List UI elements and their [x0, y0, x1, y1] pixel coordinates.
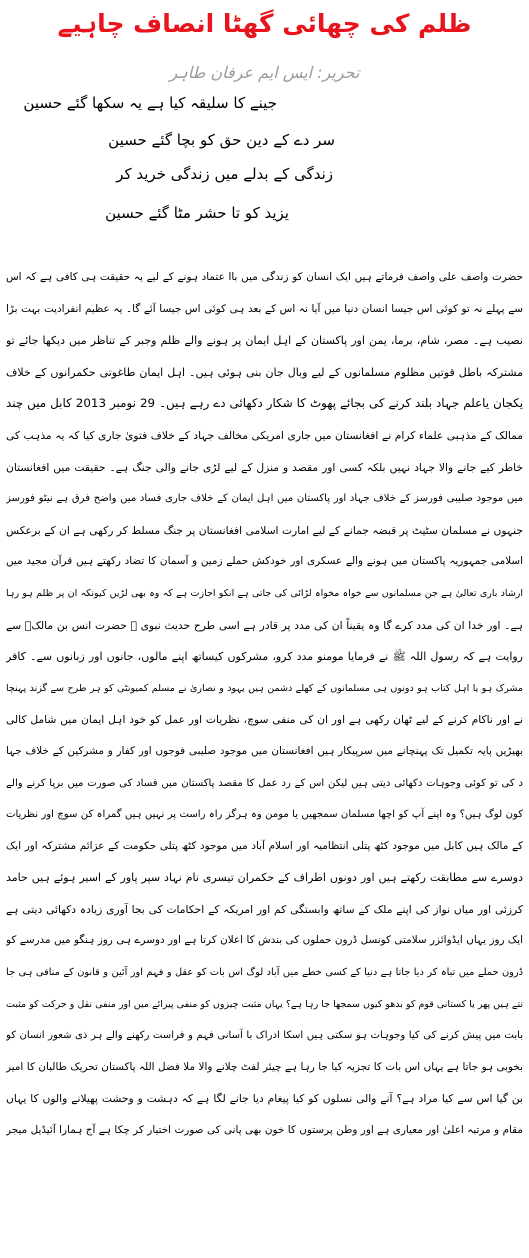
body-line — [6, 1178, 523, 1210]
body-line: یکجان یاعلم جہاد بلند کرنے کی بجائے پھوٹ کا شکار دکھائی دے رہے ہیں۔ 29 نومبر 2013 کابل میں چند — [6, 396, 523, 411]
body-line: نتے ہیں پھر یا کستانی قوم کو بدھو کیوں سمجھا جا رہا ہے؟ یہاں مثبت چیزوں کو منفی پیرائے میں اور منفی نقل و حرکت کو مثبت — [6, 998, 523, 1010]
body-line: ڈرون حملے میں تباہ کر دیا جاتا ہے دنیا کے کسی خطے میں آباد لوگ اس بات کو عقل و فہم اور آئین و قانون کے منافی ہی جا — [6, 967, 523, 979]
body-line: بابت میں پیش کرنے کی کیا وجوہات ہو سکتی ہیں اسکا ادراک با آسانی فہم و فراست رکھنے والے ہر ذی شعور انسان کو — [6, 1030, 523, 1042]
poem-line: سر دے کے دین حق کو بچا گئے حسین — [108, 131, 335, 149]
body-line — [6, 1147, 523, 1179]
body-line: خاطر کیے جانے والا جہاد نہیں بلکہ کسی اور مقصد و منزل کے لیے لڑی جانے والی جنگ ہے۔ حقیقت میں افغانستان — [6, 460, 523, 474]
body-line: مشرک ہو یا اہل کتاب ہو دونوں ہی مسلمانوں کے کھلے دشمن ہیں یہود و نصاریٰ نے مسلم کمیونٹی کو ہر طرح سے گزند پہنچا — [6, 682, 523, 694]
body-line: سے پہلے نہ تو کوئی اس جیسا انسان دنیا میں آیا نہ اس کے بعد ہی کوئی اس جیسا آئے گا۔ یہ عظیم انفرادیت بہت بڑا — [6, 302, 523, 315]
article-body — [6, 262, 523, 1210]
body-line: جنہوں نے مسلمان سٹیٹ پر قبضہ جمانے کے لیے امارت اسلامی افغانستان پر جنگ مسلط کر رکھی ہے ان کے برعکس — [6, 523, 523, 537]
body-line: روایت ہے کہ رسول اللہ ﷺ نے فرمایا مومنو مدد کرو، مشرکوں کیساتھ اپنے مالوں، جانوں اور زبانوں سے۔ کافر — [6, 650, 523, 664]
body-line: ہے۔ اور خدا ان کی مدد کرے گا وہ یقیناً ان کی مدد پر قادر ہے اسی طرح حدیث نبوی ﷺ حضرت انس بن مالکؓ سے — [6, 618, 523, 632]
body-line: کون لوگ ہیں؟ وہ اپنے آپ کو اچھا مسلمان سمجھیں یا مومن وہ ہرگز راہ راست پر نہیں ہیں گمراہ کن سوچ اور نظریات — [6, 809, 523, 821]
body-line: بخوبی ہو جاتا ہے یہاں اس بات کا تجزیہ کیا جا رہا ہے چیئر لفٹ چلانے والا ملا فضل اللہ پاکستان تحریک طالبان کا امیر — [6, 1060, 523, 1073]
body-line: نصیب ہے۔ مصر، شام، برما، یمن اور پاکستان کے اہل ایمان پر ہونے والے ظلم وجبر کے تناظر میں دیکھا جائے تو — [6, 334, 523, 348]
body-line: کے مالک ہیں کابل میں موجود کٹھ پتلی انتظامیہ اور اسلام آباد میں موجود کٹھ پتلی حکومت کے عزائم مشترکہ اور ایک — [6, 839, 523, 852]
body-line: ایک روز یہاں ایڈوائزر سلامتی کونسل ڈرون حملوں کی بندش کا اعلان کرتا ہے اور دوسرے ہی روز ہنگو میں مدرسے کو — [6, 934, 523, 947]
body-line: مقام و مرتبہ اعلیٰ اور معیاری ہے اور وطن پرستوں کا خون بھی پانی کی صورت اختیار کر چکا ہے آج ہمارا آئیڈیل میجر — [6, 1124, 523, 1137]
poem-line: یزید کو تا حشر مٹا گئے حسین — [105, 204, 289, 222]
body-line: ممالک کے مذہبی علماء کرام نے افغانستان میں جاری امریکی مخالف جہاد کے خلاف فتویٰ جاری کیا کہ یہ مذہب کی — [6, 428, 523, 442]
body-line: ارشاد باری تعالیٰ ہے جن مسلمانوں سے خواہ مخواہ لڑائی کی جاتی ہے انکو اجازت ہے کہ وہ بھی لڑیں کیونکہ ان پر ظلم ہو رہا — [6, 587, 523, 599]
body-line: بھیڑیں پایہ تکمیل تک پہنچانے میں سرپیکار ہیں افغانستان میں موجود صلیبی فوجوں اور کفار و مشرکین کے خلاف جہا — [6, 744, 523, 757]
body-line: د کی تو کوئی وجوہات دکھائی دیتی ہیں لیکن اس کے رد عمل کا مقصد پاکستان میں فساد کی صورت میں برپا کرنے والے — [6, 777, 523, 789]
body-line: میں موجود صلیبی فورسز کے خلاف جہاد اور پاکستان میں اہل ایمان کے خلاف جاری فساد میں واضح فرق ہے نیٹو فورسز — [6, 493, 523, 505]
article-byline: تحریر: ایس ایم عرفان طاہر — [169, 63, 360, 82]
body-line: مشترکہ باطل قوتیں مظلوم مسلمانوں کے لیے وبال جان بنی ہوئی ہیں۔ اہل ایمان طاغوتی حکمرانوں کے خلاف — [6, 365, 523, 379]
body-line: کرزئی اور میاں نواز کی اپنے ملک کے ساتھ وابستگی کم اور امریکہ کے احکامات کی بجا آوری زیادہ دکھائی دیتی ہے — [6, 902, 523, 916]
poem-line: جینے کا سلیقہ کیا ہے یہ سکھا گئے حسین — [23, 94, 277, 112]
body-line: بن گیا اس سے کیا مراد ہے؟ آنے والی نسلوں کو کیا پیغام دیا جانے لگا ہے کہ دہشت و وحشت پھیلانے والوں کا یہاں — [6, 1092, 523, 1106]
article-title: ظلم کی چھائی گھٹا انصاف چاہیے — [57, 9, 472, 38]
body-line: حضرت واصف علی واصف فرماتے ہیں ایک انسان کو زندگی میں باا عتماد ہونے کے لیے یہ حقیقت ہی کافی ہے کہ اس — [6, 271, 523, 283]
body-line: اسلامی جمہوریہ پاکستان میں ہونے والے عسکری اور خودکش حملے زمین و آسمان کا تضاد رکھتے ہیں قرآن مجید میں — [6, 555, 523, 568]
body-line: نے اور ناکام کرنے کے لیے ٹھان رکھی ہے اور ان کی منفی سوچ، نظریات اور عمل کو خود اہل ایمان میں شامل کالی — [6, 713, 523, 727]
poem-line: زندگی کے بدلے میں زندگی خرید کر — [116, 165, 333, 183]
body-line: دوسرے سے مطابقت رکھتے ہیں اور دونوں اطراف کے حکمران تیسری نام نہاد سپر پاور کے اسیر ہوئے ہیں حامد — [6, 871, 523, 885]
